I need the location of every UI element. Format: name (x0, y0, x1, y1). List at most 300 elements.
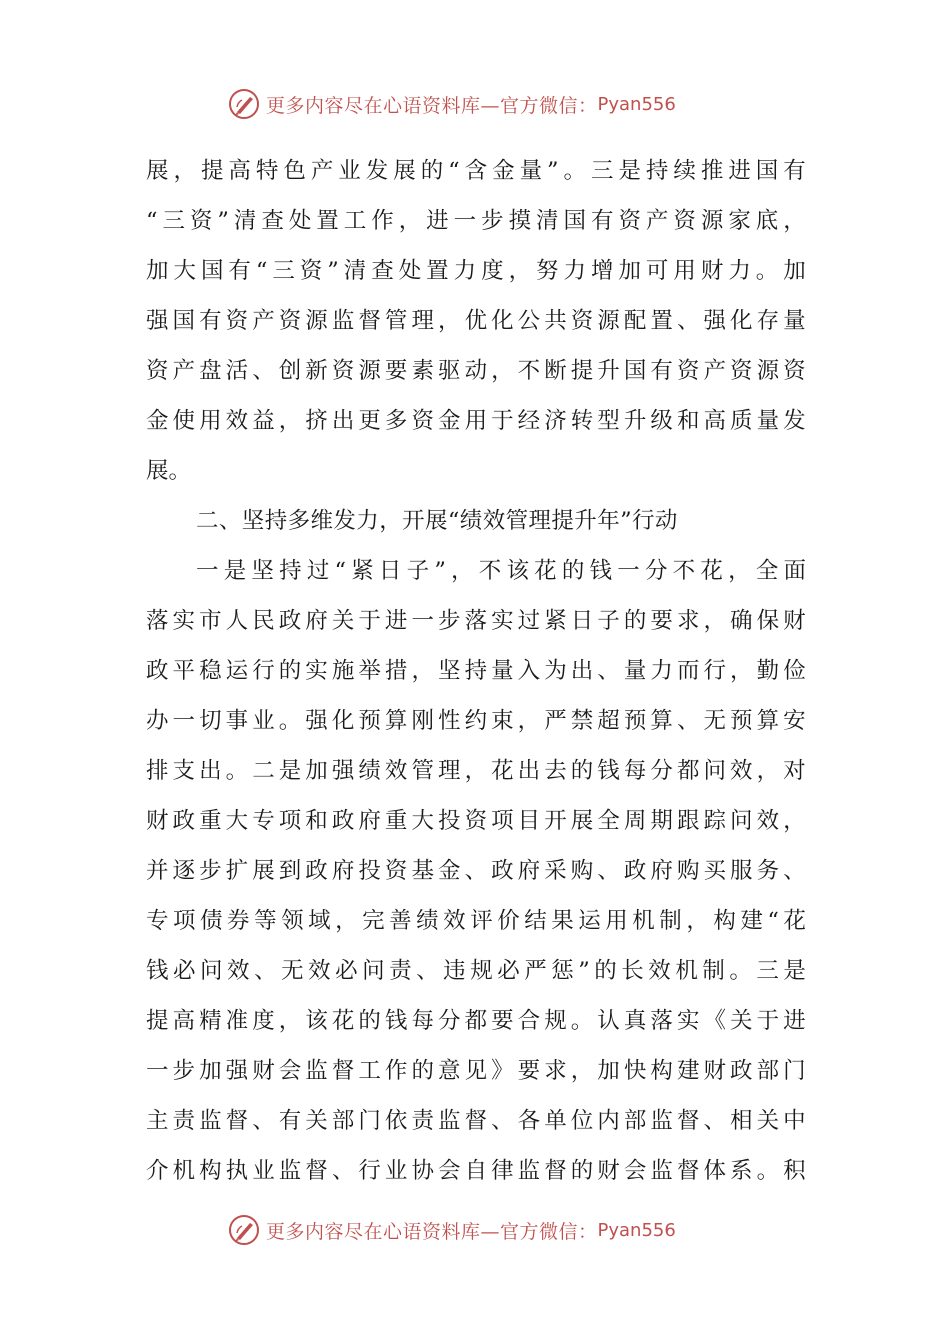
text-line: 展。 (146, 458, 192, 484)
text-char: 大 (411, 808, 434, 834)
text-line (146, 696, 806, 746)
text-char: 效 (730, 758, 753, 784)
text-char: 源 (756, 358, 780, 384)
text-char: 机 (172, 1158, 196, 1184)
text-char: 监 (517, 1158, 541, 1184)
text-char: 都 (464, 1008, 488, 1034)
text-char: 该 (305, 1008, 328, 1034)
text-char: 是 (618, 158, 641, 184)
text-char: 二 (252, 758, 275, 784)
text-char: 绩 (416, 908, 439, 934)
text-char: 业 (384, 1158, 408, 1184)
text-char: 、 (331, 1158, 355, 1184)
text-char: 制 (659, 908, 682, 934)
text-char: 效 (648, 958, 671, 984)
text-char: 评 (470, 908, 493, 934)
text-char: 约 (464, 708, 488, 734)
text-char: 俭 (783, 658, 806, 684)
text-char: 督 (225, 1108, 249, 1134)
text-char: 、 (491, 1108, 514, 1134)
text-char: 清 (343, 258, 367, 284)
text-char: 保 (756, 608, 780, 634)
text-char: 》 (491, 1058, 514, 1084)
text-char: 介 (146, 1158, 169, 1184)
text-char: ” (217, 208, 229, 234)
text-char: 一 (196, 558, 219, 584)
text-char: 源 (305, 308, 328, 334)
text-char: 关 (756, 1108, 780, 1134)
text-char: 作 (384, 1058, 408, 1084)
text-char: 。 (278, 708, 302, 734)
text-char: 金 (438, 408, 461, 434)
text-char: 持 (645, 158, 669, 184)
text-char: “ (334, 558, 347, 584)
text-char: 该 (506, 558, 529, 584)
text-char: 每 (411, 1008, 434, 1034)
text-char: 。 (756, 1158, 780, 1184)
text-char: 要 (650, 608, 673, 634)
text-char: 强 (225, 1058, 249, 1084)
text-char: 算 (756, 708, 780, 734)
text-char: 民 (252, 608, 275, 634)
text-char: 清 (536, 208, 559, 234)
text-char: 强 (146, 308, 169, 334)
text-char: 化 (491, 308, 514, 334)
text-char: 工 (343, 208, 367, 234)
quill-logo-icon (228, 1214, 260, 1246)
text-char: 分 (438, 1008, 461, 1034)
text-line (146, 996, 806, 1046)
text-char: 执 (225, 1158, 249, 1184)
text-char: 三 (590, 158, 614, 184)
text-char: 关 (730, 1008, 753, 1034)
text-char: 出 (199, 758, 222, 784)
text-char: 扩 (225, 858, 249, 884)
text-char: ， (783, 808, 806, 834)
text-char: 监 (650, 1108, 673, 1134)
text-char: 禁 (570, 708, 594, 734)
text-char: 财 (703, 1058, 726, 1084)
text-char: 并 (146, 858, 169, 884)
text-char: ， (730, 658, 753, 684)
text-char: 落 (464, 608, 488, 634)
text-char: 监 (305, 1058, 328, 1084)
text-line (146, 396, 806, 446)
text-char: 强 (331, 758, 355, 784)
text-char: 有 (228, 258, 251, 284)
text-char: 金 (492, 158, 515, 184)
text-char: 资 (384, 858, 408, 884)
text-char: 机 (632, 908, 655, 934)
text-char: 济 (544, 408, 567, 434)
text-char: 督 (331, 1058, 355, 1084)
text-char: 。 (563, 158, 587, 184)
text-char: 断 (544, 358, 567, 384)
text-char: 会 (623, 1158, 647, 1184)
text-char: 置 (426, 258, 449, 284)
section-heading: 二、坚持多维发力，开展“绩效管理提升年”行动 (196, 508, 678, 534)
text-char: 监 (331, 308, 355, 334)
text-char: 等 (254, 908, 277, 934)
text-char: 都 (676, 758, 700, 784)
text-char: 规 (470, 958, 493, 984)
text-char: 分 (644, 558, 668, 584)
text-char: 资 (464, 808, 488, 834)
text-char: 含 (464, 158, 488, 184)
text-char: 资 (225, 308, 249, 334)
text-char: 跟 (676, 808, 700, 834)
text-char: 构 (650, 1058, 673, 1084)
text-char: 工 (358, 1058, 381, 1084)
text-char: 过 (517, 608, 541, 634)
watermark-footer (228, 1212, 676, 1248)
watermark-text: 更多内容尽在心语资料库—官方微信： (266, 94, 598, 117)
text-char: 实 (305, 658, 328, 684)
text-char: 优 (464, 308, 488, 334)
text-char: 、 (676, 308, 700, 334)
text-char: 和 (676, 408, 700, 434)
text-char: 展 (252, 858, 275, 884)
text-char: 入 (517, 658, 541, 684)
text-char: 意 (438, 1058, 461, 1084)
text-char: 更 (358, 408, 381, 434)
text-char: 理 (411, 308, 434, 334)
text-char: 益 (252, 408, 275, 434)
text-char: ” (327, 258, 339, 284)
text-char: 行 (252, 658, 275, 684)
text-char: 服 (730, 858, 753, 884)
text-char: 束 (491, 708, 514, 734)
text-char: 型 (597, 408, 620, 434)
text-char: 部 (623, 1108, 647, 1134)
text-char: 查 (371, 258, 394, 284)
text-char: 府 (650, 858, 673, 884)
text-char: 效 (227, 958, 250, 984)
text-char: 步 (199, 858, 222, 884)
text-char: 量 (623, 658, 647, 684)
text-char: 问 (362, 958, 385, 984)
text-char: 资 (676, 358, 700, 384)
text-char: 置 (316, 208, 339, 234)
text-char: 内 (597, 1108, 620, 1134)
text-char: 源 (597, 308, 620, 334)
text-char: 人 (225, 608, 249, 634)
text-char: 日 (378, 558, 402, 584)
text-char: 质 (730, 408, 753, 434)
text-char: 为 (544, 658, 567, 684)
text-char: 要 (384, 358, 408, 384)
text-char: 量 (756, 408, 780, 434)
text-char: 实 (172, 608, 196, 634)
text-char: ” (547, 158, 559, 184)
text-char: 无 (703, 708, 726, 734)
text-line (146, 646, 806, 696)
text-char: ， (491, 358, 514, 384)
text-char: 发 (783, 408, 806, 434)
text-char: ， (398, 208, 422, 234)
watermark-wechat-id: Pyan556 (597, 93, 676, 115)
text-char: 期 (650, 808, 673, 834)
text-char: 理 (438, 758, 461, 784)
text-char: 督 (676, 1158, 700, 1184)
text-char: 自 (464, 1158, 488, 1184)
text-char: 三 (162, 208, 185, 234)
text-char: 价 (497, 908, 520, 934)
text-char: 量 (491, 658, 514, 684)
text-char: 的 (594, 958, 617, 984)
text-char: 源 (700, 208, 724, 234)
text-char: 去 (544, 758, 567, 784)
text-char: 关 (305, 1108, 328, 1134)
text-char: 违 (443, 958, 466, 984)
text-char: 花 (491, 758, 514, 784)
text-char: 项 (173, 908, 196, 934)
text-char: 用 (464, 408, 488, 434)
text-char: 努 (536, 258, 559, 284)
text-char: 花 (783, 908, 806, 934)
text-char: 加 (305, 758, 328, 784)
text-char: 督 (544, 1158, 567, 1184)
text-char: 共 (544, 308, 567, 334)
watermark-wechat-id: Pyan556 (597, 1219, 676, 1241)
text-char: 度 (481, 258, 504, 284)
text-char: 稳 (199, 658, 222, 684)
text-char: 是 (223, 558, 247, 584)
text-char: 不 (517, 358, 541, 384)
text-char: 门 (783, 1058, 806, 1084)
text-char: 基 (411, 858, 434, 884)
text-char: 落 (146, 608, 169, 634)
document-body (146, 146, 806, 1196)
text-char: 准 (225, 1008, 249, 1034)
text-char: 效 (384, 758, 408, 784)
text-char: ， (278, 1008, 302, 1034)
text-char: 、 (252, 358, 275, 384)
text-char: 排 (146, 758, 169, 784)
text-char: 措 (384, 658, 408, 684)
text-char: 每 (623, 758, 647, 784)
text-char: ， (464, 758, 488, 784)
text-char: 金 (438, 858, 461, 884)
text-char: 财 (146, 808, 169, 834)
text-char: 周 (623, 808, 647, 834)
text-char: 见 (464, 1058, 488, 1084)
text-char: 严 (544, 708, 567, 734)
text-char: 分 (650, 758, 673, 784)
text-char: 施 (331, 658, 355, 684)
text-char: 加 (783, 258, 806, 284)
text-char: 必 (335, 958, 358, 984)
text-char: 府 (331, 858, 355, 884)
text-char: 紧 (351, 558, 374, 584)
text-char: 处 (398, 258, 422, 284)
text-char: 政 (278, 608, 302, 634)
text-char: 体 (703, 1158, 726, 1184)
text-char: 项 (278, 808, 302, 834)
text-char: 增 (590, 258, 614, 284)
text-char: 相 (730, 1108, 753, 1134)
text-char: 产 (703, 358, 726, 384)
text-char: 算 (650, 708, 673, 734)
text-char: 建 (676, 1058, 700, 1084)
text-char: 严 (524, 958, 547, 984)
text-char: 钱 (589, 558, 613, 584)
text-char: 、 (676, 708, 700, 734)
text-char: 监 (199, 1108, 222, 1134)
text-char: 资 (730, 358, 753, 384)
text-char: 机 (675, 958, 698, 984)
text-line (146, 296, 806, 346)
text-char: 的 (570, 758, 594, 784)
text-char: 政 (730, 1058, 753, 1084)
text-char: 真 (623, 1008, 647, 1034)
text-char: 办 (146, 708, 169, 734)
text-char: 用 (605, 908, 628, 934)
text-char: 性 (438, 708, 461, 734)
text-char: 运 (578, 908, 601, 934)
text-char: 进 (384, 608, 408, 634)
text-char: ， (756, 758, 780, 784)
text-char: 色 (283, 158, 306, 184)
text-char: 查 (261, 208, 284, 234)
text-char: 位 (570, 1108, 594, 1134)
text-char: 制 (702, 958, 725, 984)
text-char: 资 (618, 208, 641, 234)
text-char: 、 (597, 858, 620, 884)
text-char: 各 (517, 1108, 541, 1134)
text-line (146, 946, 806, 996)
text-char: 力 (563, 258, 587, 284)
text-char: 一 (617, 558, 640, 584)
text-char: 一 (146, 1058, 169, 1084)
text-char: “ (255, 258, 268, 284)
text-char: 督 (305, 1158, 328, 1184)
text-char: 行 (703, 658, 726, 684)
text-char: 大 (173, 258, 196, 284)
text-char: 、 (252, 1108, 275, 1134)
text-char: 使 (172, 408, 196, 434)
text-char: ， (278, 408, 302, 434)
text-char: 三 (756, 958, 779, 984)
text-char: 于 (358, 608, 381, 634)
text-line (146, 196, 806, 246)
text-char: 资 (189, 208, 213, 234)
text-char: 高 (228, 158, 251, 184)
text-char: 金 (146, 408, 169, 434)
text-char: 步 (481, 208, 504, 234)
text-line (146, 796, 806, 846)
text-char: 推 (700, 158, 724, 184)
text-char: 重 (384, 808, 408, 834)
text-char: “ (448, 158, 460, 184)
text-char: 管 (411, 758, 434, 784)
text-char: 日 (570, 608, 594, 634)
text-char: 一 (172, 708, 196, 734)
text-char: 求 (676, 608, 700, 634)
text-char: 责 (389, 958, 412, 984)
text-char: 作 (371, 208, 394, 234)
text-char: 持 (464, 658, 488, 684)
text-char: 部 (331, 1108, 355, 1134)
text-char: 财 (252, 1058, 275, 1084)
text-char: 国 (200, 258, 224, 284)
text-char: 券 (227, 908, 250, 934)
text-char: 部 (756, 1058, 780, 1084)
text-char: 目 (517, 808, 541, 834)
text-char: 监 (278, 1158, 302, 1184)
text-char: 动 (464, 358, 488, 384)
text-char: 安 (783, 708, 806, 734)
text-char: 国 (172, 308, 196, 334)
text-char: 花 (331, 1008, 355, 1034)
text-char: 要 (491, 1008, 514, 1034)
text-char: 支 (172, 758, 196, 784)
text-char: 到 (278, 858, 302, 884)
text-char: 域 (308, 908, 331, 934)
text-char: 实 (676, 1008, 700, 1034)
text-char: 家 (728, 208, 751, 234)
text-char: 财 (700, 258, 724, 284)
text-char: 投 (438, 808, 461, 834)
text-char: 买 (703, 858, 726, 884)
text-char: 勤 (756, 658, 780, 684)
text-char: 。 (729, 958, 752, 984)
text-char: 开 (544, 808, 567, 834)
text-char: 监 (650, 1158, 673, 1184)
text-char: 财 (597, 1158, 620, 1184)
text-char: 效 (225, 408, 249, 434)
text-char: 国 (623, 358, 647, 384)
text-char: 升 (623, 408, 647, 434)
text-char: 力 (453, 258, 477, 284)
text-char: 政 (146, 658, 169, 684)
text-char: ， (411, 658, 434, 684)
text-char: 责 (172, 1108, 196, 1134)
text-char: 紧 (544, 608, 567, 634)
text-char: 律 (491, 1158, 514, 1184)
text-char: 出 (331, 408, 355, 434)
text-char: 的 (570, 1158, 594, 1184)
text-char: 债 (200, 908, 223, 934)
text-char: 、 (783, 858, 806, 884)
text-char: 购 (676, 858, 700, 884)
text-char: 挤 (305, 408, 328, 434)
text-char: 驱 (438, 358, 461, 384)
text-char: 切 (199, 708, 222, 734)
text-char: 专 (252, 808, 275, 834)
text-char: 、 (416, 958, 439, 984)
text-char: 钱 (146, 958, 169, 984)
text-char: 多 (384, 408, 408, 434)
text-char: 钱 (384, 1008, 408, 1034)
text-char: 快 (623, 1058, 647, 1084)
text-char: 用 (199, 408, 222, 434)
text-char: 逐 (172, 858, 196, 884)
text-char: 举 (358, 658, 381, 684)
text-char: 特 (255, 158, 279, 184)
text-char: 展 (146, 158, 169, 184)
text-line (146, 596, 806, 646)
text-char: 精 (199, 1008, 222, 1034)
text-char: 实 (491, 608, 514, 634)
text-char: 提 (570, 358, 594, 384)
text-char: 运 (225, 658, 249, 684)
text-char: 有 (783, 158, 806, 184)
text-char: 依 (384, 1108, 408, 1134)
text-char: 有 (278, 1108, 302, 1134)
text-char: 加 (597, 1058, 620, 1084)
text-char: 效 (443, 908, 466, 934)
